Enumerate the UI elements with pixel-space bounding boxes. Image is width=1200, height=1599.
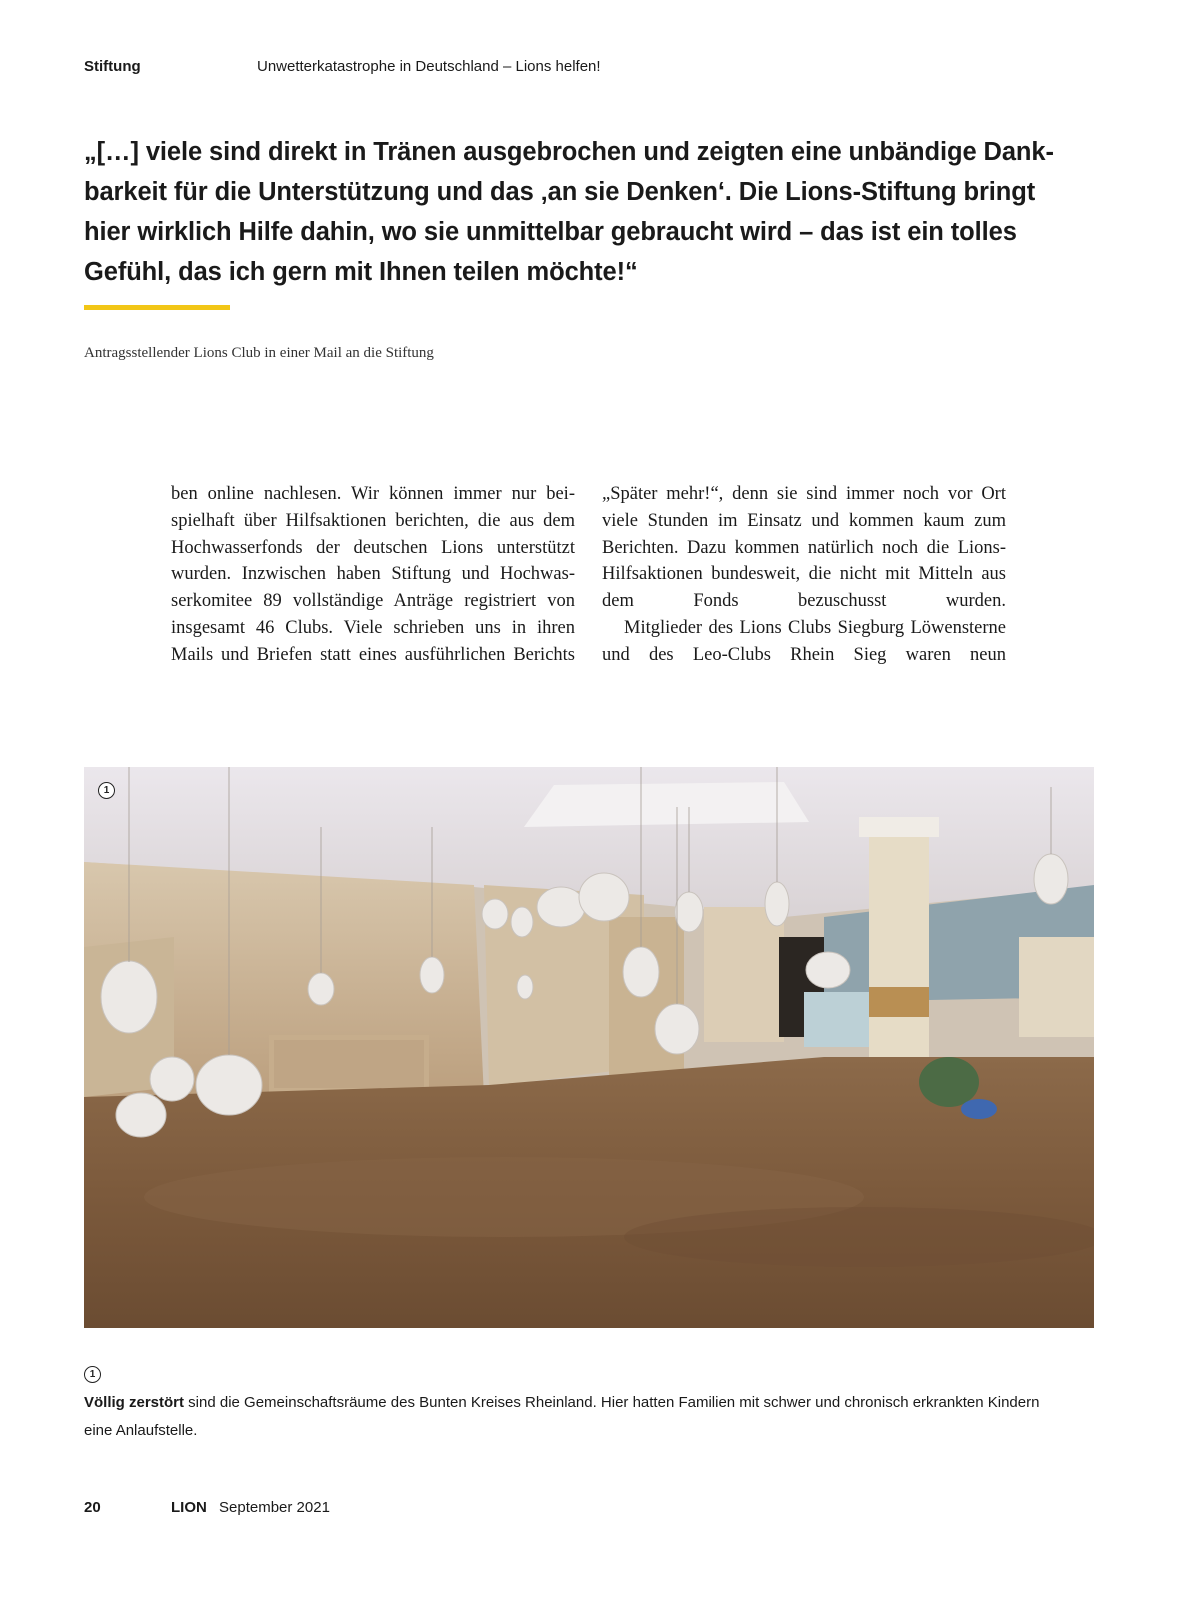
running-header-topic: Unwetterkatastrophe in Deutschland – Lions helfen! bbox=[257, 58, 601, 75]
section-label: Stiftung bbox=[84, 58, 141, 75]
pull-quote bbox=[84, 132, 1094, 292]
body-column-left bbox=[171, 481, 575, 669]
pull-quote-line: barkeit für die Unterstützung und das ‚an sie Denken‘. Die Lions-Stiftung bringt bbox=[84, 178, 1036, 206]
caption-lead: Völlig zerstört bbox=[84, 1394, 185, 1411]
flood-damaged-hall-photo bbox=[84, 767, 1094, 1328]
body-paragraph: „Später mehr!“, denn sie sind immer noch vor Ort viele Stunden im Einsatz und kommen kaum zum Berichten. Dazu kommen natürlich noch die Lions-Hilfsaktionen bundesweit, die nicht mit Mitteln aus dem Fonds bezuschusst wurden. bbox=[602, 484, 1006, 612]
page-number: 20 bbox=[84, 1499, 101, 1516]
quote-accent-rule bbox=[84, 305, 230, 310]
image-number-marker: 1 bbox=[98, 782, 115, 799]
body-column-right bbox=[602, 481, 1006, 669]
caption-text: sind die Gemeinschaftsräume des Bunten Kreises Rheinland. Hier hatten Familien mit schwer und chronisch erkrankten Kindern eine Anlaufstelle. bbox=[84, 1394, 1040, 1439]
body-paragraph: ben online nachlesen. Wir können immer nur beispielhaft über Hilfsaktionen berichten, die aus dem Hochwasserfonds der deutschen Lions unterstützt wurden. Inzwischen haben Stiftung und Hochwasserkomitee 89 vollständige Anträge registriert von insgesamt 46 Clubs. Viele schrieben uns in ihren Mails und Briefen statt eines ausführlichen Berichts bbox=[171, 484, 575, 665]
pull-quote-line: „[…] viele sind direkt in Tränen ausgebrochen und zeigten eine unbändige Dank- bbox=[84, 138, 1054, 166]
body-paragraph: Mitglieder des Lions Clubs Siegburg Löwensterne und des Leo-Clubs Rhein Sieg waren neun bbox=[602, 617, 1006, 665]
photo-caption bbox=[84, 1389, 1044, 1445]
issue-date: September 2021 bbox=[219, 1499, 330, 1516]
magazine-name: LION bbox=[171, 1499, 207, 1516]
pull-quote-line: Gefühl, das ich gern mit Ihnen teilen möchte!“ bbox=[84, 258, 638, 286]
caption-number-marker: 1 bbox=[84, 1366, 101, 1383]
pull-quote-line: hier wirklich Hilfe dahin, wo sie unmittelbar gebraucht wird – das ist ein tolles bbox=[84, 218, 1017, 246]
quote-attribution: Antragsstellender Lions Club in einer Mail an die Stiftung bbox=[84, 345, 434, 361]
